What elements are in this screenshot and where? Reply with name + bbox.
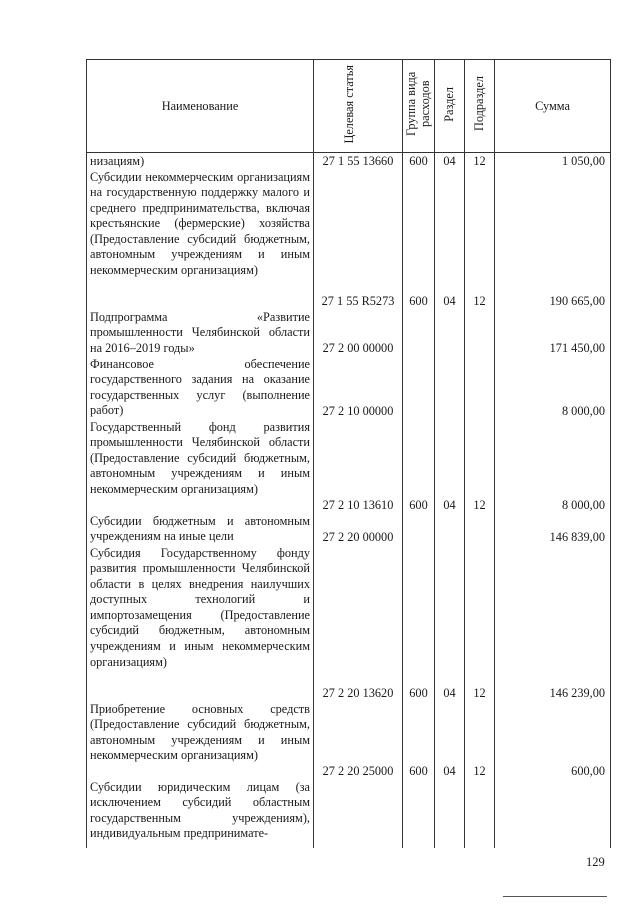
- table-row: [87, 702, 611, 780]
- row-code: [314, 780, 403, 848]
- header-sum: Сумма: [495, 60, 611, 153]
- row-subsection: 12: [465, 420, 495, 514]
- row-subsection: 12: [465, 170, 495, 310]
- row-sum: 171 450,00: [495, 310, 611, 357]
- row-sum: 8 000,00: [495, 357, 611, 420]
- header-group: Группа вида расходов: [403, 60, 435, 153]
- row-sum: [495, 780, 611, 848]
- row-subsection: [465, 780, 495, 848]
- row-section: 04: [435, 702, 465, 780]
- row-group: 600: [403, 702, 435, 780]
- row-group: 600: [403, 546, 435, 702]
- row-subsection: 12: [465, 702, 495, 780]
- row-code: 27 2 00 00000: [314, 310, 403, 357]
- row-code: 27 1 55 13660: [314, 153, 403, 170]
- page-number: 129: [586, 855, 605, 869]
- row-section: 04: [435, 170, 465, 310]
- row-section: [435, 780, 465, 848]
- table-row: [87, 420, 611, 514]
- row-name: Государственный фонд развития промышленности Челябинской области (Предоставление субсидий бюджетным, автономным учреждениям и иным некоммерческим организациям): [87, 420, 314, 514]
- row-code: 27 2 10 00000: [314, 357, 403, 420]
- row-subsection: [465, 514, 495, 546]
- row-subsection: [465, 310, 495, 357]
- row-sum: 1 050,00: [495, 153, 611, 170]
- row-section: [435, 310, 465, 357]
- table-row: [87, 357, 611, 420]
- row-subsection: 12: [465, 153, 495, 170]
- footer-rule: [503, 896, 607, 897]
- row-name: Субсидия Государственному фонду развития промышленности Челябинской области в целях внедрения наилучших доступных технологий и импортозамещения (Предоставление субсидий бюджетным, автономным учреждениям и иным некоммерческим организациям): [87, 546, 314, 702]
- row-code: 27 2 20 13620: [314, 546, 403, 702]
- table-row: [87, 170, 611, 310]
- row-code: 27 2 10 13610: [314, 420, 403, 514]
- row-section: 04: [435, 420, 465, 514]
- row-section: 04: [435, 546, 465, 702]
- header-subsection: Подраздел: [465, 60, 495, 153]
- table-header-row: [87, 60, 611, 153]
- table-row: [87, 153, 611, 170]
- row-group: [403, 310, 435, 357]
- row-code: 27 1 55 R5273: [314, 170, 403, 310]
- row-section: [435, 357, 465, 420]
- table-row: [87, 546, 611, 702]
- row-name: Подпрограмма «Развитие промышленности Челябинской области на 2016–2019 годы»: [87, 310, 314, 357]
- row-group: 600: [403, 420, 435, 514]
- row-sum: 8 000,00: [495, 420, 611, 514]
- table-row: [87, 514, 611, 546]
- row-sum: 600,00: [495, 702, 611, 780]
- row-subsection: [465, 357, 495, 420]
- row-section: [435, 514, 465, 546]
- header-name: Наименование: [87, 60, 314, 153]
- row-name: Субсидии юридическим лицам (за исключением субсидий областным государственным учреждениям), индивидуальным предпринимате-: [87, 780, 314, 848]
- row-name: Субсидии некоммерческим организациям на государственную поддержку малого и среднего предпринимательства, включая крестьянские (фермерские) хозяйства (Предоставление субсидий бюджетным, автономным учреждениям и иным некоммерческим организациям): [87, 170, 314, 310]
- row-group: [403, 514, 435, 546]
- table-row: [87, 780, 611, 848]
- table-row: [87, 310, 611, 357]
- row-code: 27 2 20 00000: [314, 514, 403, 546]
- budget-table: [86, 59, 611, 848]
- row-group: [403, 780, 435, 848]
- row-name: Субсидии бюджетным и автономным учреждениям на иные цели: [87, 514, 314, 546]
- row-name: Финансовое обеспечение государственного задания на оказание государственных услуг (выполнение работ): [87, 357, 314, 420]
- row-sum: 146 839,00: [495, 514, 611, 546]
- row-name: низациям): [87, 153, 314, 170]
- header-section: Раздел: [435, 60, 465, 153]
- row-sum: 146 239,00: [495, 546, 611, 702]
- row-group: 600: [403, 153, 435, 170]
- row-name: Приобретение основных средств (Предоставление субсидий бюджетным, автономным учреждениям и иным некоммерческим организациям): [87, 702, 314, 780]
- row-group: 600: [403, 170, 435, 310]
- header-target: Целевая статья: [314, 60, 403, 153]
- row-subsection: 12: [465, 546, 495, 702]
- row-sum: 190 665,00: [495, 170, 611, 310]
- row-code: 27 2 20 25000: [314, 702, 403, 780]
- row-section: 04: [435, 153, 465, 170]
- row-group: [403, 357, 435, 420]
